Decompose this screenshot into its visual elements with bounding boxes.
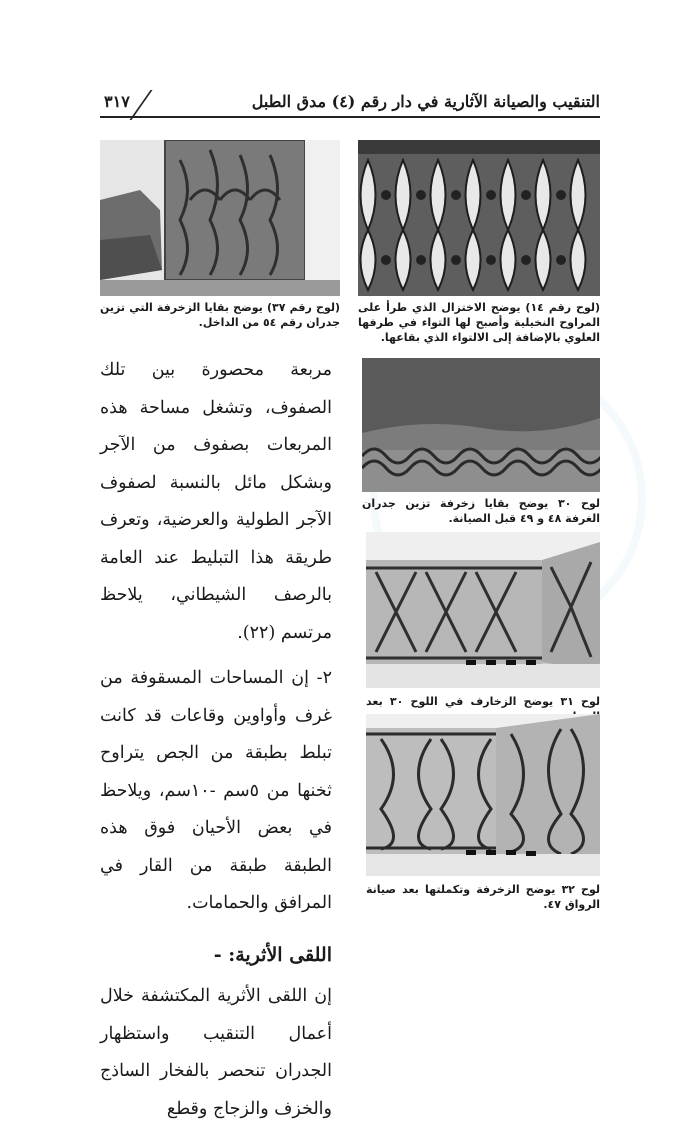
header-rule bbox=[100, 116, 600, 118]
caption-plate-37: (لوح رقم ٣٧) يوضح بقايا الزخرفة التي تزين جدران رقم ٥٤ من الداخل. bbox=[100, 301, 340, 329]
photo-plate-32 bbox=[366, 714, 600, 876]
paragraph-2: ٢- إن المساحات المسقوفة من غرف وأواوين وقاعات قد كانت تبلط بطبقة من الجص يتراوح ثخنها من ٥سم -١٠سم، ويلاحظ في بعض الأحيان فوق هذه الطبقة طبقة من القار في المرافق والحمامات. bbox=[100, 668, 332, 913]
photo-plate-31 bbox=[366, 532, 600, 688]
caption-plate-30: لوح ٣٠ يوضح بقايا زخرفة تزين جدران الغرفة ٤٨ و ٤٩ قبل الصيانة. bbox=[362, 497, 600, 525]
photo-plate-30 bbox=[362, 358, 600, 492]
header-title: التنقيب والصيانة الآثارية في دار رقم (٤) مدق الطبل bbox=[251, 92, 600, 111]
caption-plate-32: لوح ٣٢ يوضح الزخرفة وتكملتها بعد صيانة الرواق ٤٧. bbox=[366, 883, 600, 911]
photo-plate-14 bbox=[358, 140, 600, 296]
page-number: ٣١٧ bbox=[104, 92, 130, 111]
body-text-column bbox=[100, 352, 332, 1128]
paragraph-3: إن اللقى الأثرية المكتشفة خلال أعمال التنقيب واستظهار الجدران تنحصر بالفخار الساذج والخزف والزجاج وقطع bbox=[100, 986, 332, 1119]
paragraph-1: مربعة محصورة بين تلك الصفوف، وتشغل مساحة هذه المربعات بصفوف من الآجر وبشكل مائل بالنسبة لصفوف الآجر الطولية والعرضية، وتعرف طريقة هذا التبليط عند العامة بالرصف الشيطاني، يلاحظ مرتسم (٢٢). bbox=[100, 360, 332, 643]
running-header bbox=[100, 88, 600, 118]
caption-plate-31: لوح ٣١ يوضح الزخارف في اللوح ٣٠ بعد bbox=[366, 695, 600, 708]
caption-plate-14: (لوح رقم ١٤) يوضح الاختزال الذي طرأ على المراوح النخيلية وأصبح لها التواء في طرفها العلوي بالإضافة إلى الالتواء الذي بقاعها. bbox=[358, 301, 600, 344]
subheading-finds: اللقى الأثرية: - bbox=[213, 943, 332, 966]
photo-plate-37 bbox=[100, 140, 340, 296]
